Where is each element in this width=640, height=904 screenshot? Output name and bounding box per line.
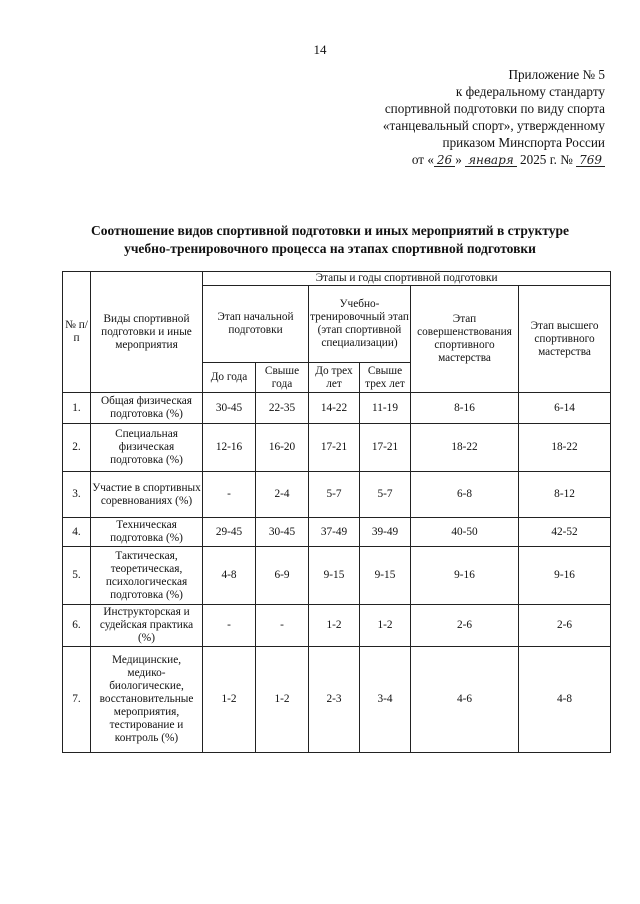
row-number: 1. [63, 393, 91, 424]
table-row [63, 605, 611, 647]
date-prefix: от « [411, 152, 434, 167]
table-row [63, 472, 611, 518]
order-date-line [305, 151, 605, 168]
row-value: 6-9 [256, 547, 309, 605]
page-number: 14 [313, 42, 327, 57]
handwritten-day: 26 [434, 154, 455, 167]
handwritten-month: января [465, 154, 517, 167]
row-value: 2-3 [309, 647, 360, 753]
row-value: - [256, 605, 309, 647]
row-value: 18-22 [519, 424, 611, 472]
row-value: 6-14 [519, 393, 611, 424]
row-value: 22-35 [256, 393, 309, 424]
row-value: 1-2 [256, 647, 309, 753]
row-value: 30-45 [203, 393, 256, 424]
row-value: 2-6 [519, 605, 611, 647]
row-value: 4-8 [519, 647, 611, 753]
header-stage-improvement: Этап совершенствования спортивного мастерства [411, 286, 519, 393]
row-value: - [203, 472, 256, 518]
row-value: 29-45 [203, 518, 256, 547]
handwritten-order-number: 769 [576, 154, 605, 167]
header-training-year1: До трех лет [309, 363, 360, 393]
row-kind: Техническая подготовка (%) [91, 518, 203, 547]
row-value: 11-19 [360, 393, 411, 424]
appendix-line: «танцевальный спорт», утвержденному [382, 118, 605, 133]
row-number: 5. [63, 547, 91, 605]
row-value: 16-20 [256, 424, 309, 472]
row-value: 8-12 [519, 472, 611, 518]
row-value: 2-4 [256, 472, 309, 518]
table-row [63, 647, 611, 753]
appendix-line: спортивной подготовки по виду спорта [384, 101, 605, 116]
row-value: 40-50 [411, 518, 519, 547]
row-value: 5-7 [309, 472, 360, 518]
row-value: 1-2 [203, 647, 256, 753]
row-value: 39-49 [360, 518, 411, 547]
row-value: 37-49 [309, 518, 360, 547]
row-kind: Участие в спортивных соревнованиях (%) [91, 472, 203, 518]
row-value: 9-16 [411, 547, 519, 605]
row-number: 6. [63, 605, 91, 647]
row-value: 2-6 [411, 605, 519, 647]
header-training-year2: Свыше трех лет [360, 363, 411, 393]
row-value: 5-7 [360, 472, 411, 518]
row-value: 14-22 [309, 393, 360, 424]
row-number: 7. [63, 647, 91, 753]
row-value: 1-2 [360, 605, 411, 647]
row-kind: Общая физическая подготовка (%) [91, 393, 203, 424]
date-year: 2025 г. № [520, 152, 573, 167]
date-mid: » [455, 152, 462, 167]
row-value: 4-8 [203, 547, 256, 605]
table-row [63, 393, 611, 424]
row-kind: Специальная физическая подготовка (%) [91, 424, 203, 472]
header-kind: Виды спортивной подготовки и иные мероприятия [91, 272, 203, 393]
row-value: 6-8 [411, 472, 519, 518]
row-kind: Тактическая, теоретическая, психологическая подготовка (%) [91, 547, 203, 605]
header-initial-year1: До года [203, 363, 256, 393]
row-value: 17-21 [309, 424, 360, 472]
row-value: - [203, 605, 256, 647]
training-ratio-table [62, 271, 611, 753]
document-title [50, 222, 610, 258]
appendix-line: Приложение № 5 [508, 67, 605, 82]
row-number: 2. [63, 424, 91, 472]
row-kind: Медицинские, медико-биологические, восстановительные мероприятия, тестирование и контроль (%) [91, 647, 203, 753]
row-value: 9-15 [309, 547, 360, 605]
row-value: 17-21 [360, 424, 411, 472]
title-line: Соотношение видов спортивной подготовки и иных мероприятий в структуре [91, 223, 569, 238]
header-stage-training: Учебно-тренировочный этап (этап спортивной специализации) [309, 286, 411, 363]
row-number: 4. [63, 518, 91, 547]
table-body [63, 393, 611, 753]
header-initial-year2: Свыше года [256, 363, 309, 393]
row-number: 3. [63, 472, 91, 518]
header-number: № п/п [63, 272, 91, 393]
title-line: учебно-тренировочного процесса на этапах спортивной подготовки [124, 241, 536, 256]
header-stage-initial: Этап начальной подготовки [203, 286, 309, 363]
appendix-line: приказом Минспорта России [442, 135, 605, 150]
appendix-header [305, 66, 605, 168]
header-stage-higher: Этап высшего спортивного мастерства [519, 286, 611, 393]
row-value: 8-16 [411, 393, 519, 424]
row-value: 1-2 [309, 605, 360, 647]
row-kind: Инструкторская и судейская практика (%) [91, 605, 203, 647]
table-row [63, 518, 611, 547]
table-row [63, 547, 611, 605]
row-value: 12-16 [203, 424, 256, 472]
row-value: 3-4 [360, 647, 411, 753]
appendix-line: к федеральному стандарту [455, 84, 605, 99]
row-value: 4-6 [411, 647, 519, 753]
header-stages: Этапы и годы спортивной подготовки [203, 272, 611, 286]
row-value: 42-52 [519, 518, 611, 547]
table-row [63, 424, 611, 472]
row-value: 9-15 [360, 547, 411, 605]
row-value: 9-16 [519, 547, 611, 605]
row-value: 30-45 [256, 518, 309, 547]
row-value: 18-22 [411, 424, 519, 472]
